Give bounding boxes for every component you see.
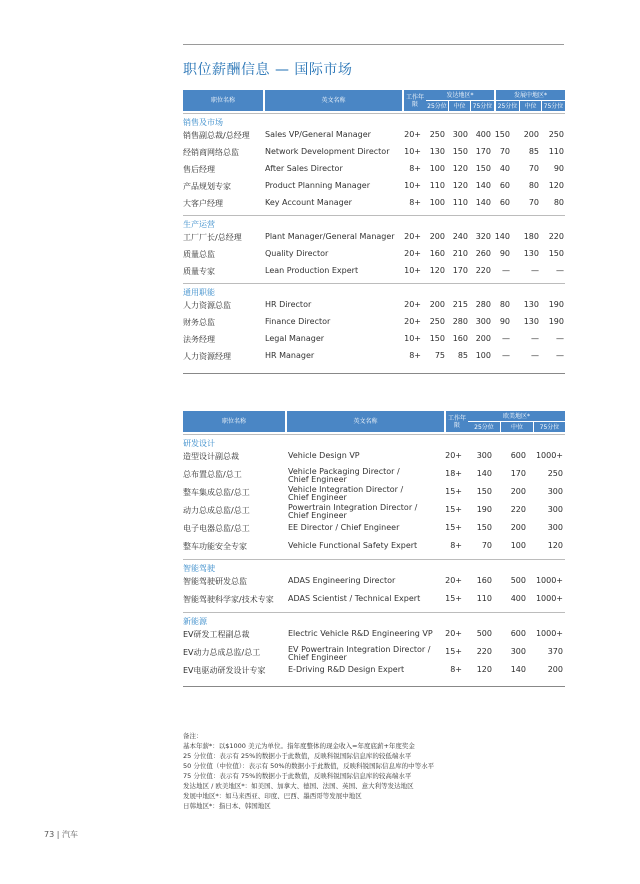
table-row bbox=[183, 503, 565, 521]
experience: 20+ bbox=[404, 232, 421, 241]
developed-p25: 110 bbox=[429, 181, 445, 190]
note-line: 发展中地区*：如马来西亚、印度、巴西、墨西哥等发展中地区 bbox=[183, 792, 362, 800]
table-row bbox=[183, 315, 565, 332]
developing-p50: — bbox=[531, 266, 539, 275]
experience: 20+ bbox=[404, 317, 421, 326]
col-position-header: 职位名称 bbox=[183, 90, 263, 111]
english-name: Finance Director bbox=[265, 317, 331, 326]
developing-p75: 90 bbox=[553, 164, 564, 173]
p75-value: 300 bbox=[547, 487, 563, 496]
experience: 18+ bbox=[445, 469, 462, 478]
top-rule bbox=[183, 44, 564, 45]
section-header bbox=[183, 610, 565, 627]
position-name: EV动力总成总监/总工 bbox=[183, 648, 261, 657]
position-name: EV研发工程副总裁 bbox=[183, 630, 250, 639]
note-line: 75 分位值：表示有 75%的数据小于此数值，反映科锐国际信息库的较高端水平 bbox=[183, 772, 412, 780]
page-footer: 73 | 汽车 bbox=[44, 830, 78, 839]
note-line: 25 分位值：表示有 25%的数据小于此数值，反映科锐国际信息库的较低端水平 bbox=[183, 752, 412, 760]
english-name: Key Account Manager bbox=[265, 198, 352, 207]
p50-value: 200 bbox=[510, 523, 526, 532]
english-name-line2: Chief Engineer bbox=[288, 475, 347, 484]
developed-p75: 220 bbox=[475, 266, 491, 275]
english-name: Plant Manager/General Manager bbox=[265, 232, 395, 241]
note-line: 基本年薪*：以$1000 美元为单位。指年度整体的现金收入=年度底薪+年度奖金 bbox=[183, 742, 415, 750]
p25-value: 190 bbox=[476, 505, 492, 514]
col-p75-header: 75分位 bbox=[534, 422, 565, 432]
p50-value: 600 bbox=[510, 451, 526, 460]
table-row bbox=[183, 162, 565, 179]
section-header bbox=[183, 213, 565, 230]
section-title: 研发设计 bbox=[183, 439, 215, 448]
experience: 8+ bbox=[409, 198, 421, 207]
english-name: EE Director / Chief Engineer bbox=[288, 523, 400, 532]
position-name: 售后经理 bbox=[183, 165, 215, 174]
position-name: 动力总成总监/总工 bbox=[183, 506, 250, 515]
position-name: 造型设计副总裁 bbox=[183, 452, 239, 461]
p25-value: 300 bbox=[476, 451, 492, 460]
table1-end-rule bbox=[183, 373, 565, 374]
developed-p75: 400 bbox=[475, 130, 491, 139]
p75-value: 300 bbox=[547, 505, 563, 514]
english-name: Electric Vehicle R&D Engineering VP bbox=[288, 629, 433, 638]
experience: 10+ bbox=[404, 181, 421, 190]
english-name: Vehicle Design VP bbox=[288, 451, 360, 460]
note-line: 发达地区 / 欧美地区*：如美国、加拿大、德国、法国、英国、意大利等发达地区 bbox=[183, 782, 414, 790]
developed-p75: 140 bbox=[475, 198, 491, 207]
developing-p25: 150 bbox=[494, 130, 510, 139]
section-divider bbox=[183, 434, 565, 435]
p25-value: 140 bbox=[476, 469, 492, 478]
developing-p25: 60 bbox=[499, 198, 510, 207]
table-body bbox=[183, 432, 565, 681]
experience: 15+ bbox=[445, 647, 462, 656]
developing-p25: 60 bbox=[499, 181, 510, 190]
position-name: 经销商网络总监 bbox=[183, 148, 239, 157]
experience: 8+ bbox=[409, 351, 421, 360]
developing-p50: — bbox=[531, 351, 539, 360]
developed-p50: 160 bbox=[452, 334, 468, 343]
p25-value: 150 bbox=[476, 487, 492, 496]
table-row bbox=[183, 128, 565, 145]
col-dev-p75-header: 75分位 bbox=[472, 102, 493, 110]
col-devg-p75-header: 75分位 bbox=[543, 102, 564, 110]
english-name: Lean Production Expert bbox=[265, 266, 359, 275]
experience: 20+ bbox=[404, 300, 421, 309]
english-name: Vehicle Packaging Director / bbox=[288, 467, 400, 476]
developing-p75: 250 bbox=[548, 130, 564, 139]
developed-p25: 100 bbox=[429, 198, 445, 207]
developing-p25: 70 bbox=[499, 147, 510, 156]
section-divider bbox=[183, 215, 565, 216]
p75-value: 1000+ bbox=[535, 576, 563, 585]
developing-p75: 80 bbox=[553, 198, 564, 207]
table-row bbox=[183, 574, 565, 592]
p50-value: 200 bbox=[510, 487, 526, 496]
developing-p75: 110 bbox=[548, 147, 564, 156]
position-name: 销售副总裁/总经理 bbox=[183, 131, 250, 140]
developed-p75: 100 bbox=[475, 351, 491, 360]
col-devg-p25-header: 25分位 bbox=[497, 102, 518, 110]
developed-p25: 75 bbox=[434, 351, 445, 360]
position-name: 质量总监 bbox=[183, 250, 215, 259]
table-row bbox=[183, 645, 565, 663]
p25-value: 220 bbox=[476, 647, 492, 656]
col-p50-header: 中位 bbox=[501, 422, 533, 432]
experience: 15+ bbox=[445, 505, 462, 514]
col-region-header: 欧美地区* bbox=[468, 411, 565, 421]
col-experience-header: 工作年限 bbox=[446, 411, 468, 432]
developed-p50: 120 bbox=[452, 164, 468, 173]
table-row bbox=[183, 627, 565, 645]
developing-p75: — bbox=[556, 266, 564, 275]
developed-p25: 120 bbox=[429, 266, 445, 275]
developing-p75: 150 bbox=[548, 249, 564, 258]
developed-p75: 260 bbox=[475, 249, 491, 258]
section-title: 销售及市场 bbox=[183, 118, 223, 127]
salary-table-developed bbox=[183, 90, 565, 366]
position-name: 电子电器总监/总工 bbox=[183, 524, 250, 533]
note-line: 备注： bbox=[183, 732, 203, 740]
p25-value: 120 bbox=[476, 665, 492, 674]
developed-p50: 110 bbox=[452, 198, 468, 207]
developed-p75: 140 bbox=[475, 181, 491, 190]
p75-value: 120 bbox=[547, 541, 563, 550]
experience: 20+ bbox=[404, 249, 421, 258]
experience: 20+ bbox=[445, 576, 462, 585]
developed-p50: 170 bbox=[452, 266, 468, 275]
english-name: ADAS Scientist / Technical Expert bbox=[288, 594, 421, 603]
english-name: Quality Director bbox=[265, 249, 329, 258]
position-name: 总布置总监/总工 bbox=[183, 470, 242, 479]
developed-p25: 100 bbox=[429, 164, 445, 173]
p75-value: 1000+ bbox=[535, 594, 563, 603]
p50-value: 600 bbox=[510, 629, 526, 638]
p25-value: 110 bbox=[476, 594, 492, 603]
position-name: EV电驱动研发设计专家 bbox=[183, 666, 266, 675]
position-name: 产品规划专家 bbox=[183, 182, 231, 191]
english-name-line2: Chief Engineer bbox=[288, 493, 347, 502]
developed-p50: 150 bbox=[452, 147, 468, 156]
english-name: Powertrain Integration Director / bbox=[288, 503, 418, 512]
position-name: 大客户经理 bbox=[183, 199, 223, 208]
section-title: 通用职能 bbox=[183, 288, 215, 297]
p75-value: 200 bbox=[547, 665, 563, 674]
english-name: Sales VP/General Manager bbox=[265, 130, 371, 139]
developing-p75: 190 bbox=[548, 300, 564, 309]
position-name: 工厂厂长/总经理 bbox=[183, 233, 242, 242]
p75-value: 1000+ bbox=[535, 629, 563, 638]
table2-end-rule bbox=[183, 686, 565, 687]
english-name: Network Development Director bbox=[265, 147, 390, 156]
developing-p25: 90 bbox=[499, 249, 510, 258]
developing-p75: — bbox=[556, 351, 564, 360]
section-header bbox=[183, 432, 565, 449]
p75-value: 370 bbox=[547, 647, 563, 656]
position-name: 质量专家 bbox=[183, 267, 215, 276]
table-row bbox=[183, 663, 565, 681]
position-name: 财务总监 bbox=[183, 318, 215, 327]
section-title: 智能驾驶 bbox=[183, 564, 215, 573]
table-header bbox=[183, 411, 565, 432]
english-name: Vehicle Functional Safety Expert bbox=[288, 541, 418, 550]
developing-p75: 120 bbox=[548, 181, 564, 190]
developed-p25: 200 bbox=[429, 232, 445, 241]
section-divider bbox=[183, 113, 565, 114]
developed-p25: 200 bbox=[429, 300, 445, 309]
table-row bbox=[183, 247, 565, 264]
position-name: 智能驾驶研发总监 bbox=[183, 577, 247, 586]
section-divider bbox=[183, 283, 565, 284]
p25-value: 70 bbox=[481, 541, 492, 550]
table-row bbox=[183, 196, 565, 213]
english-name: ADAS Engineering Director bbox=[288, 576, 396, 585]
experience: 10+ bbox=[404, 147, 421, 156]
experience: 15+ bbox=[445, 594, 462, 603]
col-position-header: 职位名称 bbox=[183, 411, 285, 432]
english-name: Legal Manager bbox=[265, 334, 325, 343]
developed-p50: 300 bbox=[452, 130, 468, 139]
developed-p25: 160 bbox=[429, 249, 445, 258]
table-row bbox=[183, 298, 565, 315]
position-name: 法务经理 bbox=[183, 335, 215, 344]
developing-p25: 90 bbox=[499, 317, 510, 326]
experience: 20+ bbox=[404, 130, 421, 139]
developed-p50: 120 bbox=[452, 181, 468, 190]
developed-p50: 215 bbox=[452, 300, 468, 309]
english-name: Product Planning Manager bbox=[265, 181, 370, 190]
experience: 8+ bbox=[450, 541, 462, 550]
section-header bbox=[183, 111, 565, 128]
p75-value: 250 bbox=[547, 469, 563, 478]
experience: 10+ bbox=[404, 334, 421, 343]
experience: 8+ bbox=[409, 164, 421, 173]
section-divider bbox=[183, 559, 565, 560]
p25-value: 500 bbox=[476, 629, 492, 638]
developing-p50: 80 bbox=[528, 181, 539, 190]
p75-value: 300 bbox=[547, 523, 563, 532]
col-dev-p50-header: 中位 bbox=[449, 101, 470, 111]
section-header bbox=[183, 281, 565, 298]
english-name: Vehicle Integration Director / bbox=[288, 485, 404, 494]
col-devg-p50-header: 中位 bbox=[520, 101, 541, 111]
table-body bbox=[183, 111, 565, 366]
col-developed-header: 发达地区* bbox=[426, 90, 494, 100]
p25-value: 160 bbox=[476, 576, 492, 585]
table-header bbox=[183, 90, 565, 111]
developed-p25: 150 bbox=[429, 334, 445, 343]
col-developing-header: 发展中地区* bbox=[496, 90, 565, 100]
english-name: EV Powertrain Integration Director / bbox=[288, 645, 431, 654]
english-name: HR Director bbox=[265, 300, 312, 309]
notes bbox=[183, 731, 434, 811]
position-name: 整车集成总监/总工 bbox=[183, 488, 250, 497]
experience: 20+ bbox=[445, 451, 462, 460]
developing-p75: 220 bbox=[548, 232, 564, 241]
page-title: 职位薪酬信息 — 国际市场 bbox=[183, 62, 353, 78]
developing-p25: 140 bbox=[494, 232, 510, 241]
developing-p50: 130 bbox=[523, 300, 539, 309]
developed-p25: 250 bbox=[429, 130, 445, 139]
table-row bbox=[183, 449, 565, 467]
experience: 8+ bbox=[450, 665, 462, 674]
p50-value: 220 bbox=[510, 505, 526, 514]
table-row bbox=[183, 332, 565, 349]
developing-p25: 40 bbox=[499, 164, 510, 173]
p50-value: 100 bbox=[510, 541, 526, 550]
table-row bbox=[183, 539, 565, 557]
note-line: 50 分位值（中位值）：表示有 50%的数据小于此数值，反映科锐国际信息库的中等水平 bbox=[183, 762, 435, 770]
developing-p50: 70 bbox=[528, 198, 539, 207]
position-name: 智能驾驶科学家/技术专家 bbox=[183, 595, 274, 604]
developed-p75: 200 bbox=[475, 334, 491, 343]
developed-p50: 85 bbox=[457, 351, 468, 360]
english-name: After Sales Director bbox=[265, 164, 343, 173]
p25-value: 150 bbox=[476, 523, 492, 532]
col-english-header: 英文名称 bbox=[265, 90, 402, 111]
developed-p50: 240 bbox=[452, 232, 468, 241]
table-row bbox=[183, 179, 565, 196]
col-dev-p25-header: 25分位 bbox=[427, 102, 447, 110]
col-english-header: 英文名称 bbox=[287, 411, 444, 432]
english-name: E-Driving R&D Design Expert bbox=[288, 665, 405, 674]
developing-p25: — bbox=[502, 266, 510, 275]
section-header bbox=[183, 557, 565, 574]
salary-table-western bbox=[183, 411, 565, 681]
position-name: 整车功能安全专家 bbox=[183, 542, 247, 551]
developing-p25: — bbox=[502, 351, 510, 360]
p50-value: 500 bbox=[510, 576, 526, 585]
note-line: 日韩地区*：指日本、韩国地区 bbox=[183, 802, 271, 810]
p50-value: 400 bbox=[510, 594, 526, 603]
experience: 20+ bbox=[445, 629, 462, 638]
table-row bbox=[183, 592, 565, 610]
developing-p25: — bbox=[502, 334, 510, 343]
p50-value: 170 bbox=[510, 469, 526, 478]
developing-p75: — bbox=[556, 334, 564, 343]
table-row bbox=[183, 145, 565, 162]
developed-p25: 130 bbox=[429, 147, 445, 156]
p75-value: 1000+ bbox=[535, 451, 563, 460]
experience: 15+ bbox=[445, 523, 462, 532]
table-row bbox=[183, 230, 565, 247]
developing-p50: 130 bbox=[523, 317, 539, 326]
section-divider bbox=[183, 612, 565, 613]
developing-p75: 190 bbox=[548, 317, 564, 326]
developing-p50: 85 bbox=[528, 147, 539, 156]
section-title: 新能源 bbox=[183, 617, 207, 626]
col-p25-header: 25分位 bbox=[468, 422, 500, 432]
developing-p50: 200 bbox=[523, 130, 539, 139]
developing-p50: 70 bbox=[528, 164, 539, 173]
developing-p25: 80 bbox=[499, 300, 510, 309]
col-experience-header: 工作年限 bbox=[404, 90, 426, 111]
section-title: 生产运营 bbox=[183, 220, 215, 229]
table-row bbox=[183, 485, 565, 503]
developed-p25: 250 bbox=[429, 317, 445, 326]
position-name: 人力资源经理 bbox=[183, 352, 231, 361]
table-row bbox=[183, 521, 565, 539]
developed-p75: 280 bbox=[475, 300, 491, 309]
developed-p50: 210 bbox=[452, 249, 468, 258]
p50-value: 140 bbox=[510, 665, 526, 674]
developed-p75: 300 bbox=[475, 317, 491, 326]
developing-p50: — bbox=[531, 334, 539, 343]
developed-p75: 150 bbox=[475, 164, 491, 173]
english-name: HR Manager bbox=[265, 351, 315, 360]
table-row bbox=[183, 349, 565, 366]
experience: 10+ bbox=[404, 266, 421, 275]
p50-value: 300 bbox=[510, 647, 526, 656]
english-name-line2: Chief Engineer bbox=[288, 653, 347, 662]
developed-p75: 320 bbox=[475, 232, 491, 241]
position-name: 人力资源总监 bbox=[183, 301, 231, 310]
developed-p50: 280 bbox=[452, 317, 468, 326]
developed-p75: 170 bbox=[475, 147, 491, 156]
developing-p50: 130 bbox=[523, 249, 539, 258]
developing-p50: 180 bbox=[523, 232, 539, 241]
table-row bbox=[183, 467, 565, 485]
english-name-line2: Chief Engineer bbox=[288, 511, 347, 520]
table-row bbox=[183, 264, 565, 281]
experience: 15+ bbox=[445, 487, 462, 496]
